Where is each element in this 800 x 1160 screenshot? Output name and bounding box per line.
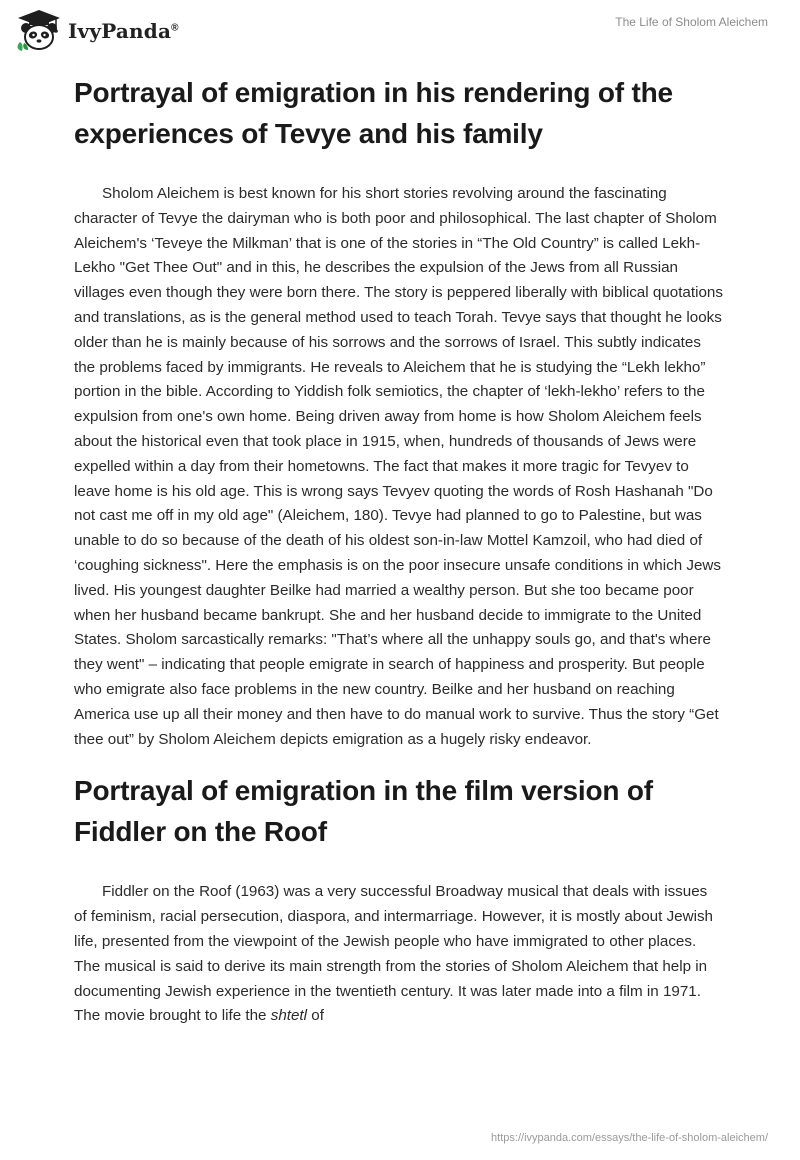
page-header [0, 0, 800, 62]
section-heading-tevye: Portrayal of emigration in his rendering of the experiences of Tevye and his family [74, 77, 673, 149]
ivypanda-logo[interactable] [14, 8, 179, 52]
paragraph-text: Fiddler on the Roof (1963) was a very successful Broadway musical that deals with issues of feminism, racial persecution, diaspora, and intermarriage. However, it is mostly about Jewish life, presented from the viewpoint of the Jewish people who have immigrated to other places. The musical is said to derive its main strength from the stories of Sholom Aleichem that help in documenting Jewish experience in the twentieth century. It was later made into a film in 1971. The movie brought to life the [74, 883, 713, 1025]
source-url[interactable]: https://ivypanda.com/essays/the-life-of-sholom-aleichem/ [491, 1132, 768, 1144]
paragraph-tail: of [307, 1007, 324, 1025]
brand-name [68, 19, 179, 43]
section-paragraph-fiddler [74, 880, 724, 1029]
paragraph-italic-term: shtetl [270, 1007, 308, 1025]
section-heading-fiddler: Portrayal of emigration in the film version of Fiddler on the Roof [74, 775, 653, 848]
essay-content [74, 72, 724, 1029]
panda-graduate-icon [14, 8, 64, 52]
brand-registered-mark: ® [171, 22, 179, 34]
section-paragraph-tevye: Sholom Aleichem is best known for his short stories revolving around the fascinating character of Tevye the dairyman who is both poor and philosophical. The last chapter of Sholom Aleichem's ‘Teveye the Milkman’ that is one of the stories in “The Old Country” is called Lekh-Lekho "Get Thee Out" and in this, he describes the expulsion of the Jews from all Russian villages even though they were born there. The story is peppered liberally with biblical quotations and translations, as is the general method used to teach Torah. Tevye says that thought he looks older than he is mainly because of his sorrows and the sorrows of Israel. This subtly indicates the problems faced by immigrants. He reveals to Aleichem that he is studying the “Lekh lekho” portion in the bible. According to Yiddish folk semiotics, the chapter of ‘lekh-lekho’ refers to the expulsion from one's own home. Being driven away from home is how Sholom Aleichem feels about the historical even that took place in 1915, when, hundreds of thousands of Jews were expelled within a day from their hometowns. The fact that makes it more tragic for Tevyev to leave home is his old age. This is wrong says Tevyev quoting the words of Rosh Hashanah "Do not cast me off in my old age" (Aleichem, 180). Tevye had planned to go to Palestine, but was unable to do so because of the death of his oldest son-in-law Mottel Kamzoil, who had died of ‘coughing sickness". Here the emphasis is on the poor insecure unsafe conditions in which Jews lived. His youngest daughter Beilke had married a wealthy person. But she too became poor when her husband became bankrupt. She and her husband decide to immigrate to the United States. Sholom sarcastically remarks: "That’s where all the unhappy souls go, and that's where they went" – indicating that people emigrate in search of happiness and prosperity. But people who emigrate also face problems in the new country. Beilke and her husband on reaching America use up all their money and then have to do manual work to survive. Thus the story “Get thee out” by Sholom Aleichem depicts emigration as a hugely risky endeavor. [74, 185, 723, 748]
brand-name-text: IvyPanda [68, 19, 172, 43]
document-title: The Life of Sholom Aleichem [615, 15, 768, 29]
